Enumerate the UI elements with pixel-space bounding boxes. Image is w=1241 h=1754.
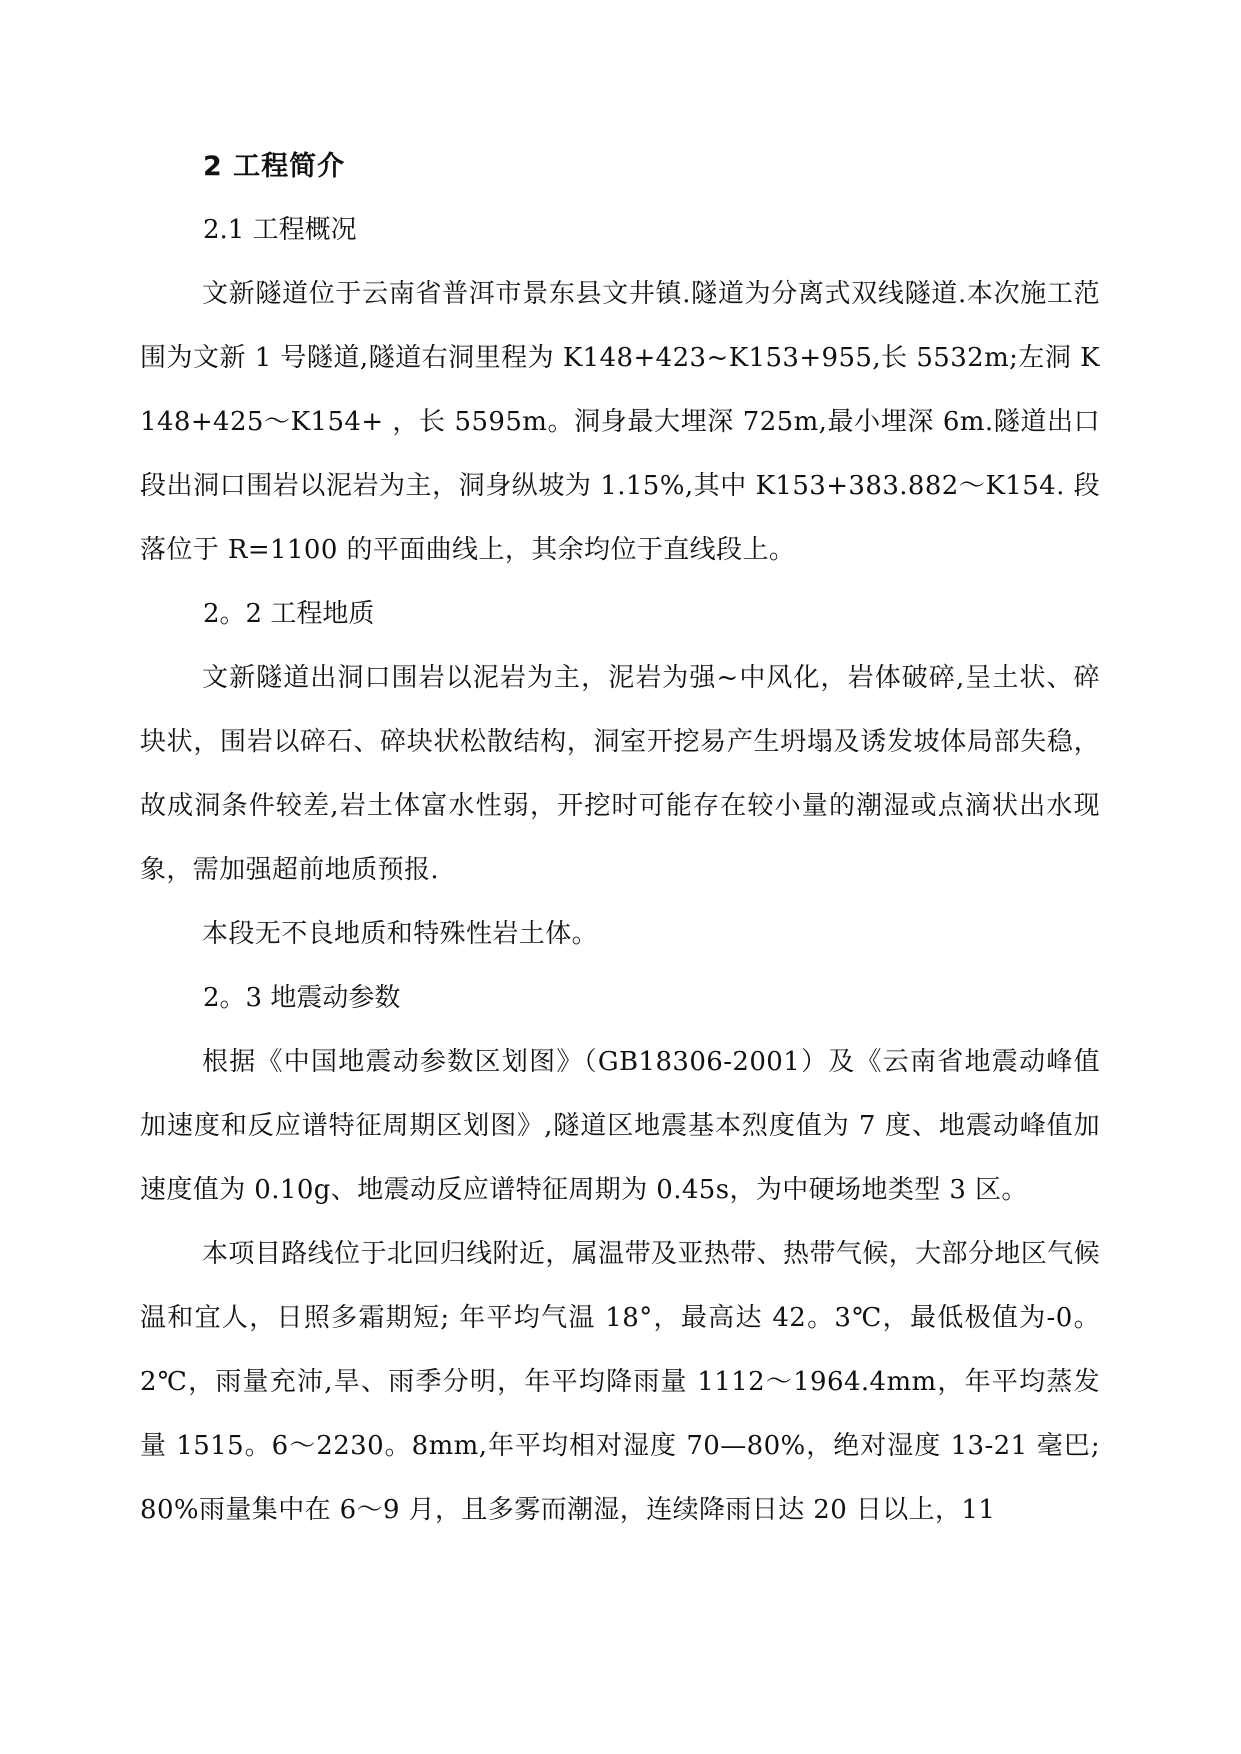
geology-note-paragraph: 本段无不良地质和特殊性岩土体。 [202,919,599,949]
overview-paragraph: 文新隧道位于云南省普洱市景东县文井镇.隧道为分离式双线隧道.本次施工范围为文新 1 号隧道,隧道右洞里程为 K148+423~K153+955,长 5532m;左洞 K148+425～K154+ ，长 5595m。洞身最大埋深 725m,最小埋深 6m.隧道出口段出洞口围岩以泥岩为主，洞身纵坡为 1.15%,其中 K153+383.882～K154. 段落位于 R=1100 的平面曲线上，其余均位于直线段上。 [140,279,1100,565]
geology-paragraph: 文新隧道出洞口围岩以泥岩为主，泥岩为强~中风化，岩体破碎,呈土状、碎块状，围岩以碎石、碎块状松散结构，洞室开挖易产生坍塌及诱发坡体局部失稳，故成洞条件较差,岩土体富水性弱，开挖时可能存在较小量的潮湿或点滴状出水现象，需加强超前地质预报. [140,663,1100,885]
subsection-heading-geology: 2。2 工程地质 [203,599,375,629]
climate-paragraph: 本项目路线位于北回归线附近，属温带及亚热带、热带气候，大部分地区气候温和宜人，日照多霜期短; 年平均气温 18°，最高达 42。3℃，最低极值为-0。2℃，雨量充沛,旱、雨季分明，年平均降雨量 1112～1964.4mm，年平均蒸发量 1515。6～2230。8mm,年平均相对湿度 70—80%，绝对湿度 13-21 毫巴;80%雨量集中在 6～9 月，且多雾而潮湿，连续降雨日达 20 日以上，11 [140,1239,1100,1525]
section-title: 2 工程简介 [203,151,346,182]
subsection-heading-overview: 2.1 工程概况 [203,215,357,245]
seismic-paragraph: 根据《中国地震动参数区划图》（GB18306-2001）及《云南省地震动峰值加速度和反应谱特征周期区划图》,隧道区地震基本烈度值为 7 度、地震动峰值加速度值为 0.10g、地震动反应谱特征周期为 0.45s，为中硬场地类型 3 区。 [140,1047,1100,1205]
document-content [140,136,1100,1542]
subsection-heading-seismic: 2。3 地震动参数 [203,983,401,1013]
